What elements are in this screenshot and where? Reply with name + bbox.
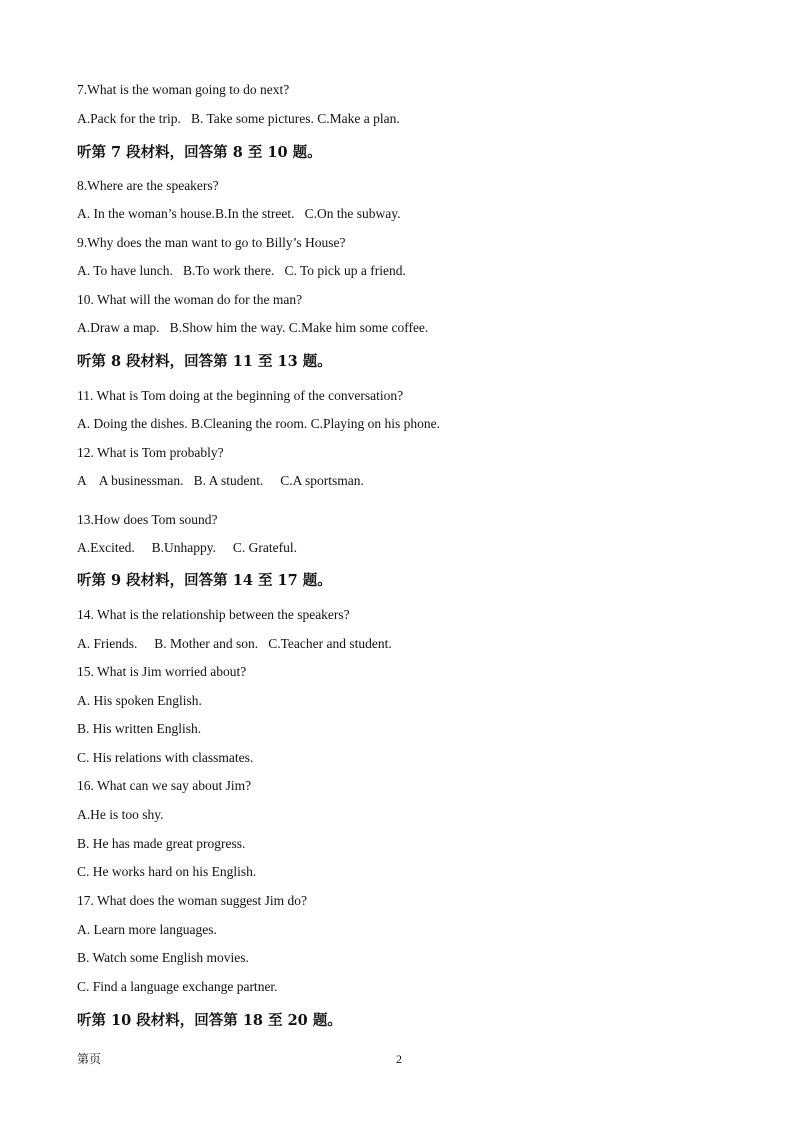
option-16c: C. He works hard on his English. xyxy=(77,864,257,879)
options-11: A. Doing the dishes. B.Cleaning the room. C.Playing on his phone. xyxy=(77,416,440,431)
question-16: 16. What can we say about Jim? xyxy=(77,778,252,793)
section-heading-9: 听第 9 段材料，回答第 14 至 17 题。 xyxy=(77,572,332,589)
option-15b: B. His written English. xyxy=(77,721,202,736)
section-heading-8: 听第 8 段材料，回答第 11 至 13 题。 xyxy=(77,353,332,370)
question-8: 8.Where are the speakers? xyxy=(77,178,219,193)
question-14: 14. What is the relationship between the speakers? xyxy=(77,607,350,622)
options-12: A A businessman. B. A student. C.A sportsman. xyxy=(77,473,364,488)
options-13: A.Excited. B.Unhappy. C. Grateful. xyxy=(77,540,297,555)
options-14: A. Friends. B. Mother and son. C.Teacher and student. xyxy=(77,636,392,651)
options-7: A.Pack for the trip. B. Take some pictures. C.Make a plan. xyxy=(77,111,400,126)
section-heading-10: 听第 10 段材料，回答第 18 至 20 题。 xyxy=(77,1012,342,1029)
options-10: A.Draw a map. B.Show him the way. C.Make him some coffee. xyxy=(77,320,429,335)
question-12: 12. What is Tom probably? xyxy=(77,445,224,460)
option-15c: C. His relations with classmates. xyxy=(77,750,254,765)
footer-label: 第页 xyxy=(77,1052,102,1066)
option-17a: A. Learn more languages. xyxy=(77,922,217,937)
question-15: 15. What is Jim worried about? xyxy=(77,664,247,679)
options-9: A. To have lunch. B.To work there. C. To pick up a friend. xyxy=(77,263,406,278)
question-17: 17. What does the woman suggest Jim do? xyxy=(77,893,307,908)
option-17b: B. Watch some English movies. xyxy=(77,950,249,965)
option-15a: A. His spoken English. xyxy=(77,693,202,708)
option-16a: A.He is too shy. xyxy=(77,807,164,822)
question-13: 13.How does Tom sound? xyxy=(77,512,218,527)
section-heading-7: 听第 7 段材料，回答第 8 至 10 题。 xyxy=(77,144,322,161)
question-7: 7.What is the woman going to do next? xyxy=(77,82,290,97)
option-16b: B. He has made great progress. xyxy=(77,836,246,851)
option-17c: C. Find a language exchange partner. xyxy=(77,979,278,994)
question-11: 11. What is Tom doing at the beginning of the conversation? xyxy=(77,388,404,403)
options-8: A. In the woman’s house.B.In the street. C.On the subway. xyxy=(77,206,401,221)
question-9: 9.Why does the man want to go to Billy’s House? xyxy=(77,235,346,250)
question-10: 10. What will the woman do for the man? xyxy=(77,292,303,307)
page-number: 2 xyxy=(396,1052,402,1066)
